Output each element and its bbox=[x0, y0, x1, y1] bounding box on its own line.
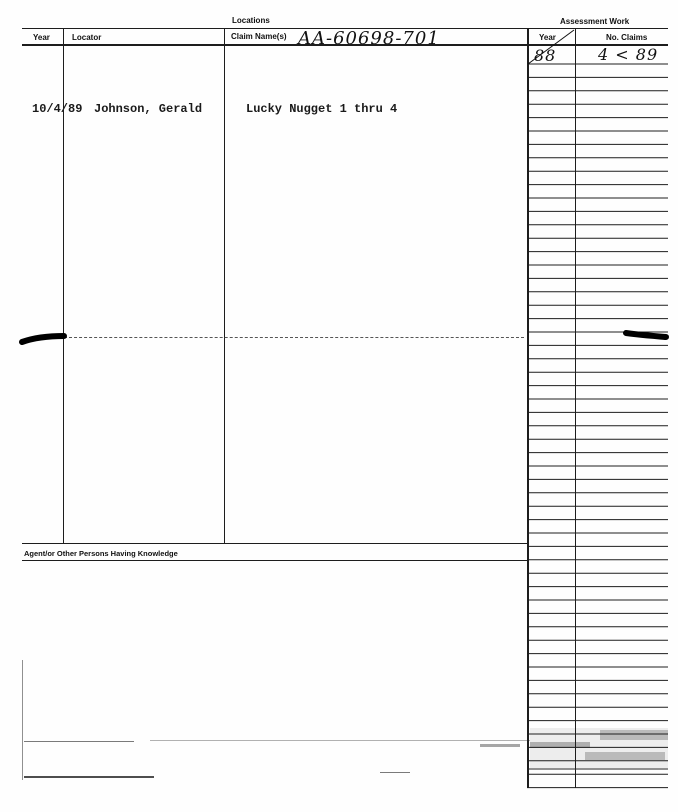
entry-locator: Johnson, Gerald bbox=[94, 102, 203, 116]
entry-claim-name: Lucky Nugget 1 thru 4 bbox=[246, 102, 398, 116]
assessment-work-heading: Assessment Work bbox=[560, 17, 630, 26]
assessment-year-column-header: Year bbox=[539, 33, 556, 42]
year-column-header: Year bbox=[33, 33, 50, 42]
handwritten-assessment-year: 88 bbox=[534, 46, 557, 65]
agent-label: Agent/or Other Persons Having Knowledge bbox=[24, 549, 178, 558]
scan-noise bbox=[22, 660, 668, 780]
assessment-no-claims-column-header: No. Claims bbox=[606, 33, 648, 42]
locations-heading: Locations bbox=[232, 16, 270, 25]
handwritten-assessment-no-claims: 4 < 89 bbox=[598, 45, 659, 64]
locator-column-header: Locator bbox=[72, 33, 102, 42]
assessment-ruled-rows bbox=[527, 64, 668, 788]
claim-names-column-header: Claim Name(s) bbox=[231, 32, 287, 41]
handwritten-claim-number: AA-60698-701 bbox=[298, 28, 440, 49]
entry-year: 10/4/89 bbox=[32, 102, 83, 116]
year-cell-slash bbox=[528, 30, 574, 64]
left-marker-bar bbox=[22, 336, 64, 342]
right-marker-bar bbox=[626, 333, 666, 337]
